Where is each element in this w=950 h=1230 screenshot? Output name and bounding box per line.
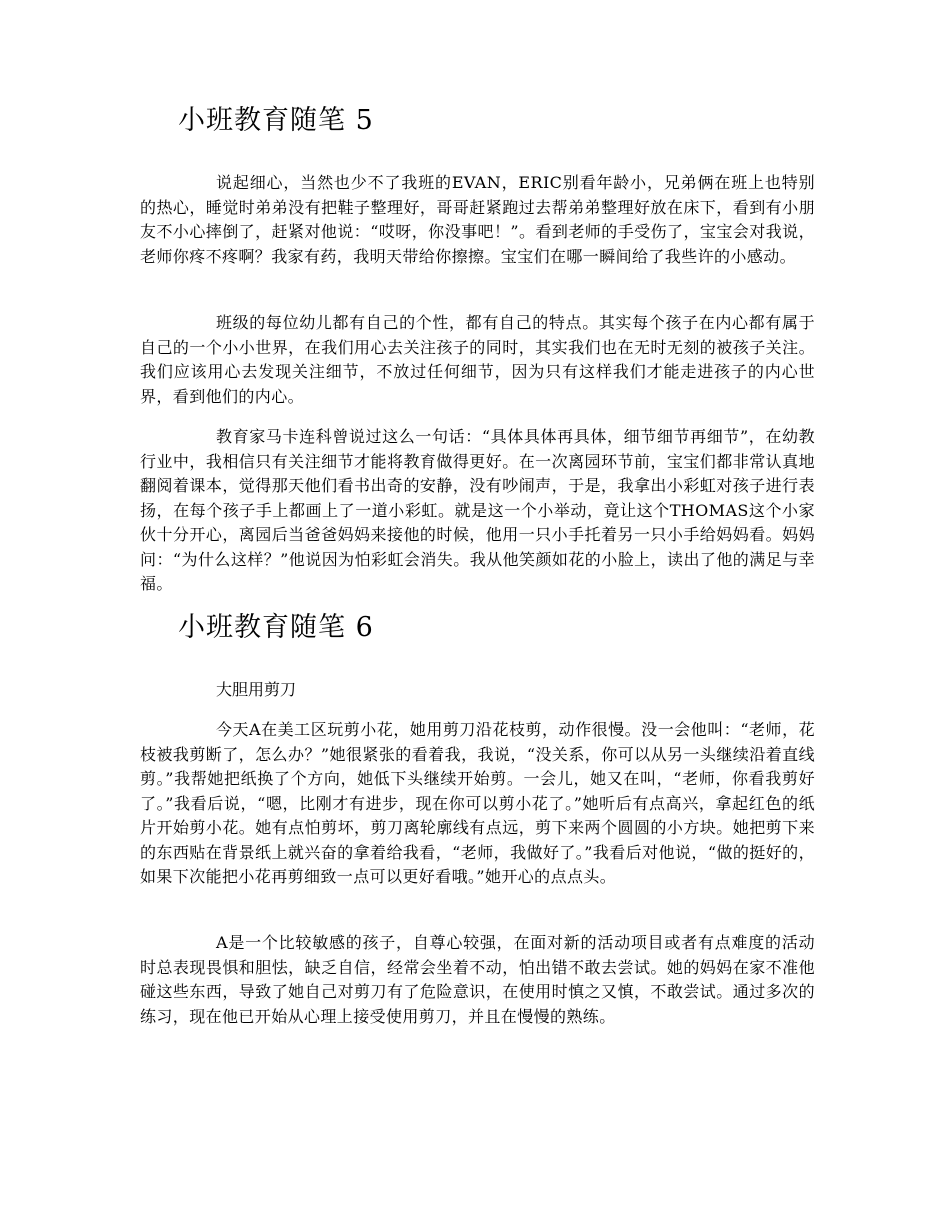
section6-subtitle: 大胆用剪刀 (216, 680, 297, 699)
section6-paragraph-2: A是一个比较敏感的孩子，自尊心较强，在面对新的活动项目或者有点难度的活动时总表现畏惧和胆怯，缺乏自信，经常会坐着不动，怕出错不敢去尝试。她的妈妈在家不准他碰这些东西，导致了她自己对剪刀有了危险意识，在使用时慎之又慎，不敢尝试。通过多次的练习，现在他已开始从心理上接受使用剪刀，并且在慢慢的熟练。 (140, 933, 815, 1026)
section6-title: 小班教育随笔 6 (178, 612, 374, 643)
section6-paragraph-1: 今天A在美工区玩剪小花，她用剪刀沿花枝剪，动作很慢。没一会他叫：“老师，花枝被我剪断了，怎么办？”她很紧张的看着我，我说，“没关系，你可以从另一头继续沿着直线剪。”我帮她把纸换了个方向，她低下头继续开始剪。一会儿，她又在叫，“老师，你看我剪好了。”我看后说，“嗯，比刚才有进步，现在你可以剪小花了。”她听后有点高兴，拿起红色的纸片开始剪小花。她有点怕剪坏，剪刀离轮廓线有点远，剪下来两个圆圆的小方块。她把剪下来的东西贴在背景纸上就兴奋的拿着给我看，“老师，我做好了。”我看后对他说，“做的挺好的，如果下次能把小花再剪细致一点可以更好看哦。”她开心的点点头。 (140, 720, 815, 886)
section5-paragraph-3: 教育家马卡连科曾说过这么一句话：“具体具体再具体，细节细节再细节”，在幼教行业中，我相信只有关注细节才能将教育做得更好。在一次离园环节前，宝宝们都非常认真地翻阅着课本，觉得那天他们看书出奇的安静，没有吵闹声，于是，我拿出小彩虹对孩子进行表扬，在每个孩子手上都画上了一道小彩虹。就是这一个小举动，竟让这个THOMAS这个小家伙十分开心，离园后当爸爸妈妈来接他的时候，他用一只小手托着另一只小手给妈妈看。妈妈问：“为什么这样？”他说因为怕彩虹会消失。我从他笑颜如花的小脸上，读出了他的满足与幸福。 (140, 427, 815, 593)
section5-paragraph-1: 说起细心，当然也少不了我班的EVAN，ERIC别看年龄小，兄弟俩在班上也特别的热心，睡觉时弟弟没有把鞋子整理好，哥哥赶紧跑过去帮弟弟整理好放在床下，看到有小朋友不小心摔倒了，赶紧对他说：“哎呀，你没事吧！”。看到老师的手受伤了，宝宝会对我说，老师你疼不疼啊？我家有药，我明天带给你擦擦。宝宝们在哪一瞬间给了我些许的小感动。 (140, 173, 815, 266)
section5-title: 小班教育随笔 5 (178, 105, 374, 136)
section5-paragraph-2: 班级的每位幼儿都有自己的个性，都有自己的特点。其实每个孩子在内心都有属于自己的一个小小世界，在我们用心去关注孩子的同时，其实我们也在无时无刻的被孩子关注。我们应该用心去发现关注细节，不放过任何细节，因为只有这样我们才能走进孩子的内心世界，看到他们的内心。 (140, 313, 815, 406)
